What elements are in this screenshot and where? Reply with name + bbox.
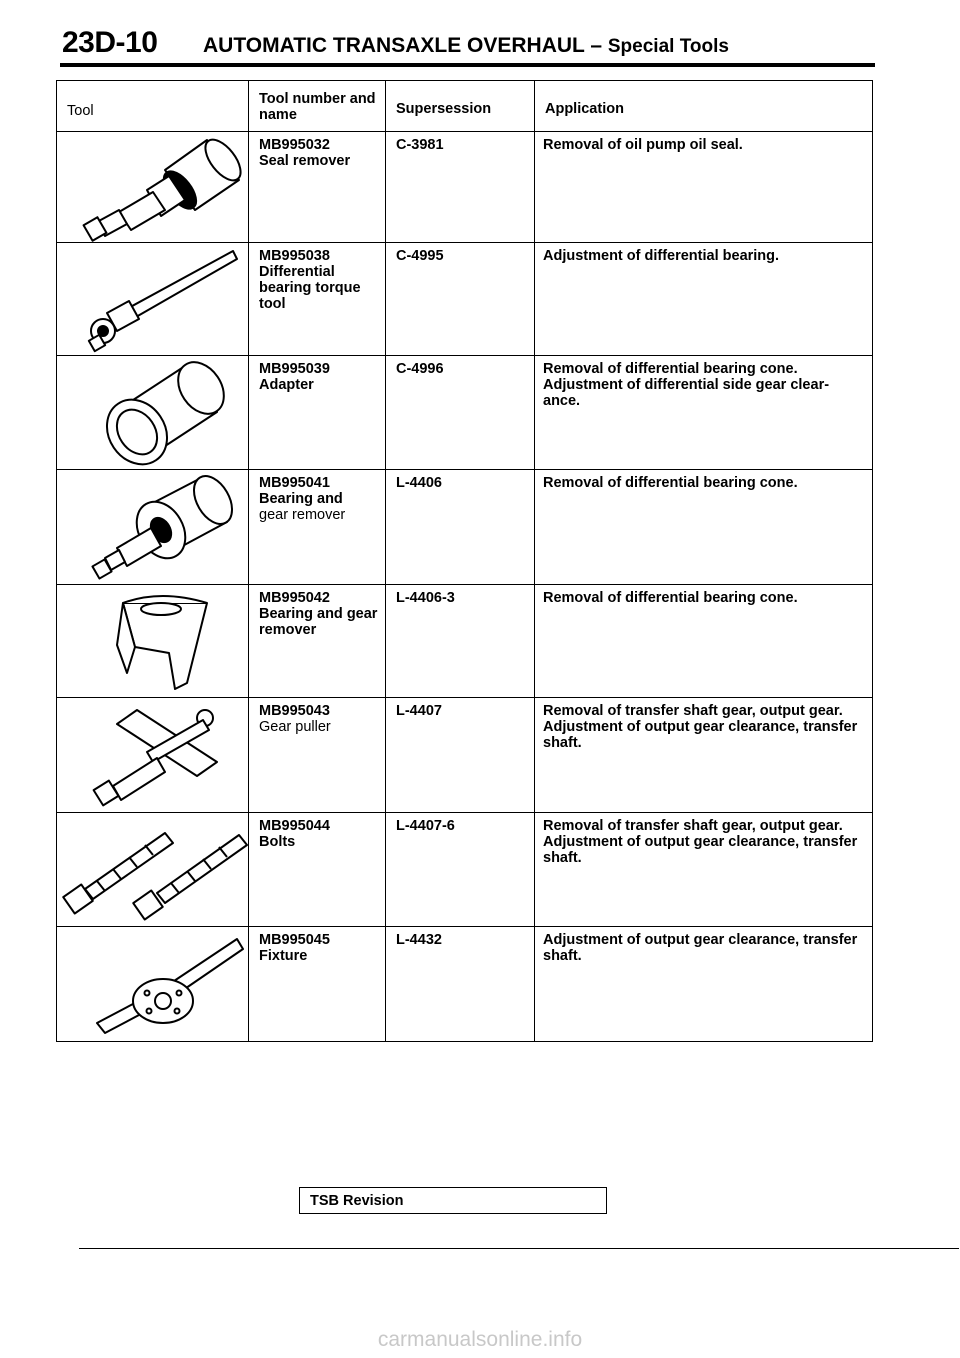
tool-number: MB995044 xyxy=(259,818,330,834)
supersession-cell: L-4407-6 xyxy=(386,813,535,927)
header-application: Application xyxy=(535,81,873,132)
tool-name: Bearing and xyxy=(259,491,343,507)
tool-image-cell xyxy=(57,243,249,356)
watermark: carmanualsonline.info xyxy=(377,1328,583,1351)
tool-number-name-cell xyxy=(249,927,386,1042)
page-title xyxy=(203,34,729,58)
tool-name: Differential bearing torque tool xyxy=(259,264,361,312)
tool-image-cell xyxy=(57,927,249,1042)
tool-name: Fixture xyxy=(259,948,308,964)
tool-number: MB995045 xyxy=(259,932,330,948)
tool-image-cell xyxy=(57,813,249,927)
application-cell: Adjustment of differential bearing. xyxy=(535,243,873,356)
table-row xyxy=(57,470,873,585)
application-cell: Removal of transfer shaft gear, output gear. Adjustment of output gear clearance, transfer shaft. xyxy=(535,813,873,927)
remover-cup-icon xyxy=(57,585,249,697)
application-cell: Removal of differential bearing cone. xyxy=(535,470,873,585)
tool-number-name-cell xyxy=(249,470,386,585)
tool-name: Bearing and gear remover xyxy=(259,606,378,638)
table-row xyxy=(57,698,873,813)
tsb-revision-box: TSB Revision xyxy=(299,1187,607,1214)
header-rule xyxy=(60,63,875,67)
gear-puller-icon xyxy=(57,698,249,812)
table-row xyxy=(57,813,873,927)
application-cell: Removal of transfer shaft gear, output gear. Adjustment of output gear clearance, transfer shaft. xyxy=(535,698,873,813)
supersession-cell: C-4996 xyxy=(386,356,535,470)
header-number-name: Tool number and name xyxy=(249,81,386,132)
tool-image-cell xyxy=(57,585,249,698)
tool-number: MB995041 xyxy=(259,475,330,491)
tool-image-cell xyxy=(57,356,249,470)
tool-number: MB995043 xyxy=(259,703,330,719)
tool-number-name-cell xyxy=(249,243,386,356)
application-cell: Removal of oil pump oil seal. xyxy=(535,132,873,243)
footer-rule xyxy=(79,1248,959,1249)
bolts-icon xyxy=(57,813,249,926)
header-supersession: Supersession xyxy=(386,81,535,132)
tool-number-name-cell xyxy=(249,585,386,698)
tool-image-cell xyxy=(57,132,249,243)
tool-name-line2: gear remover xyxy=(259,507,346,523)
tool-number: MB995032 xyxy=(259,137,330,153)
tool-number: MB995038 xyxy=(259,248,330,264)
adapter-icon xyxy=(57,356,249,469)
supersession-cell: L-4432 xyxy=(386,927,535,1042)
tool-number: MB995039 xyxy=(259,361,330,377)
tool-number-name-cell xyxy=(249,132,386,243)
fixture-icon xyxy=(57,927,249,1041)
header-tool: Tool xyxy=(57,81,249,132)
supersession-cell: C-3981 xyxy=(386,132,535,243)
table-row xyxy=(57,132,873,243)
application-cell: Removal of differential bearing cone. xyxy=(535,585,873,698)
table-header-row xyxy=(57,81,873,132)
supersession-cell: C-4995 xyxy=(386,243,535,356)
supersession-cell: L-4406-3 xyxy=(386,585,535,698)
table-row xyxy=(57,585,873,698)
torque-tool-icon xyxy=(57,243,249,355)
bearing-gear-remover-icon xyxy=(57,470,249,584)
title-sub: Special Tools xyxy=(607,36,729,57)
table-row xyxy=(57,243,873,356)
table-row xyxy=(57,927,873,1042)
tool-number: MB995042 xyxy=(259,590,330,606)
supersession-cell: L-4406 xyxy=(386,470,535,585)
special-tools-table xyxy=(56,80,873,1042)
tool-number-name-cell xyxy=(249,813,386,927)
tool-name: Seal remover xyxy=(259,153,351,169)
tool-number-name-cell xyxy=(249,356,386,470)
page-number: 23D-10 xyxy=(62,26,158,59)
application-cell: Removal of differential bearing cone. Adjustment of differential side gear clear-ance. xyxy=(535,356,873,470)
seal-remover-icon xyxy=(57,132,249,242)
tool-image-cell xyxy=(57,470,249,585)
tool-name: Gear puller xyxy=(259,719,331,735)
table-row xyxy=(57,356,873,470)
tool-name: Bolts xyxy=(259,834,296,850)
title-main: AUTOMATIC TRANSAXLE OVERHAUL – xyxy=(203,34,603,57)
application-cell: Adjustment of output gear clearance, transfer shaft. xyxy=(535,927,873,1042)
supersession-cell: L-4407 xyxy=(386,698,535,813)
tool-name: Adapter xyxy=(259,377,314,393)
tool-number-name-cell xyxy=(249,698,386,813)
tool-image-cell xyxy=(57,698,249,813)
